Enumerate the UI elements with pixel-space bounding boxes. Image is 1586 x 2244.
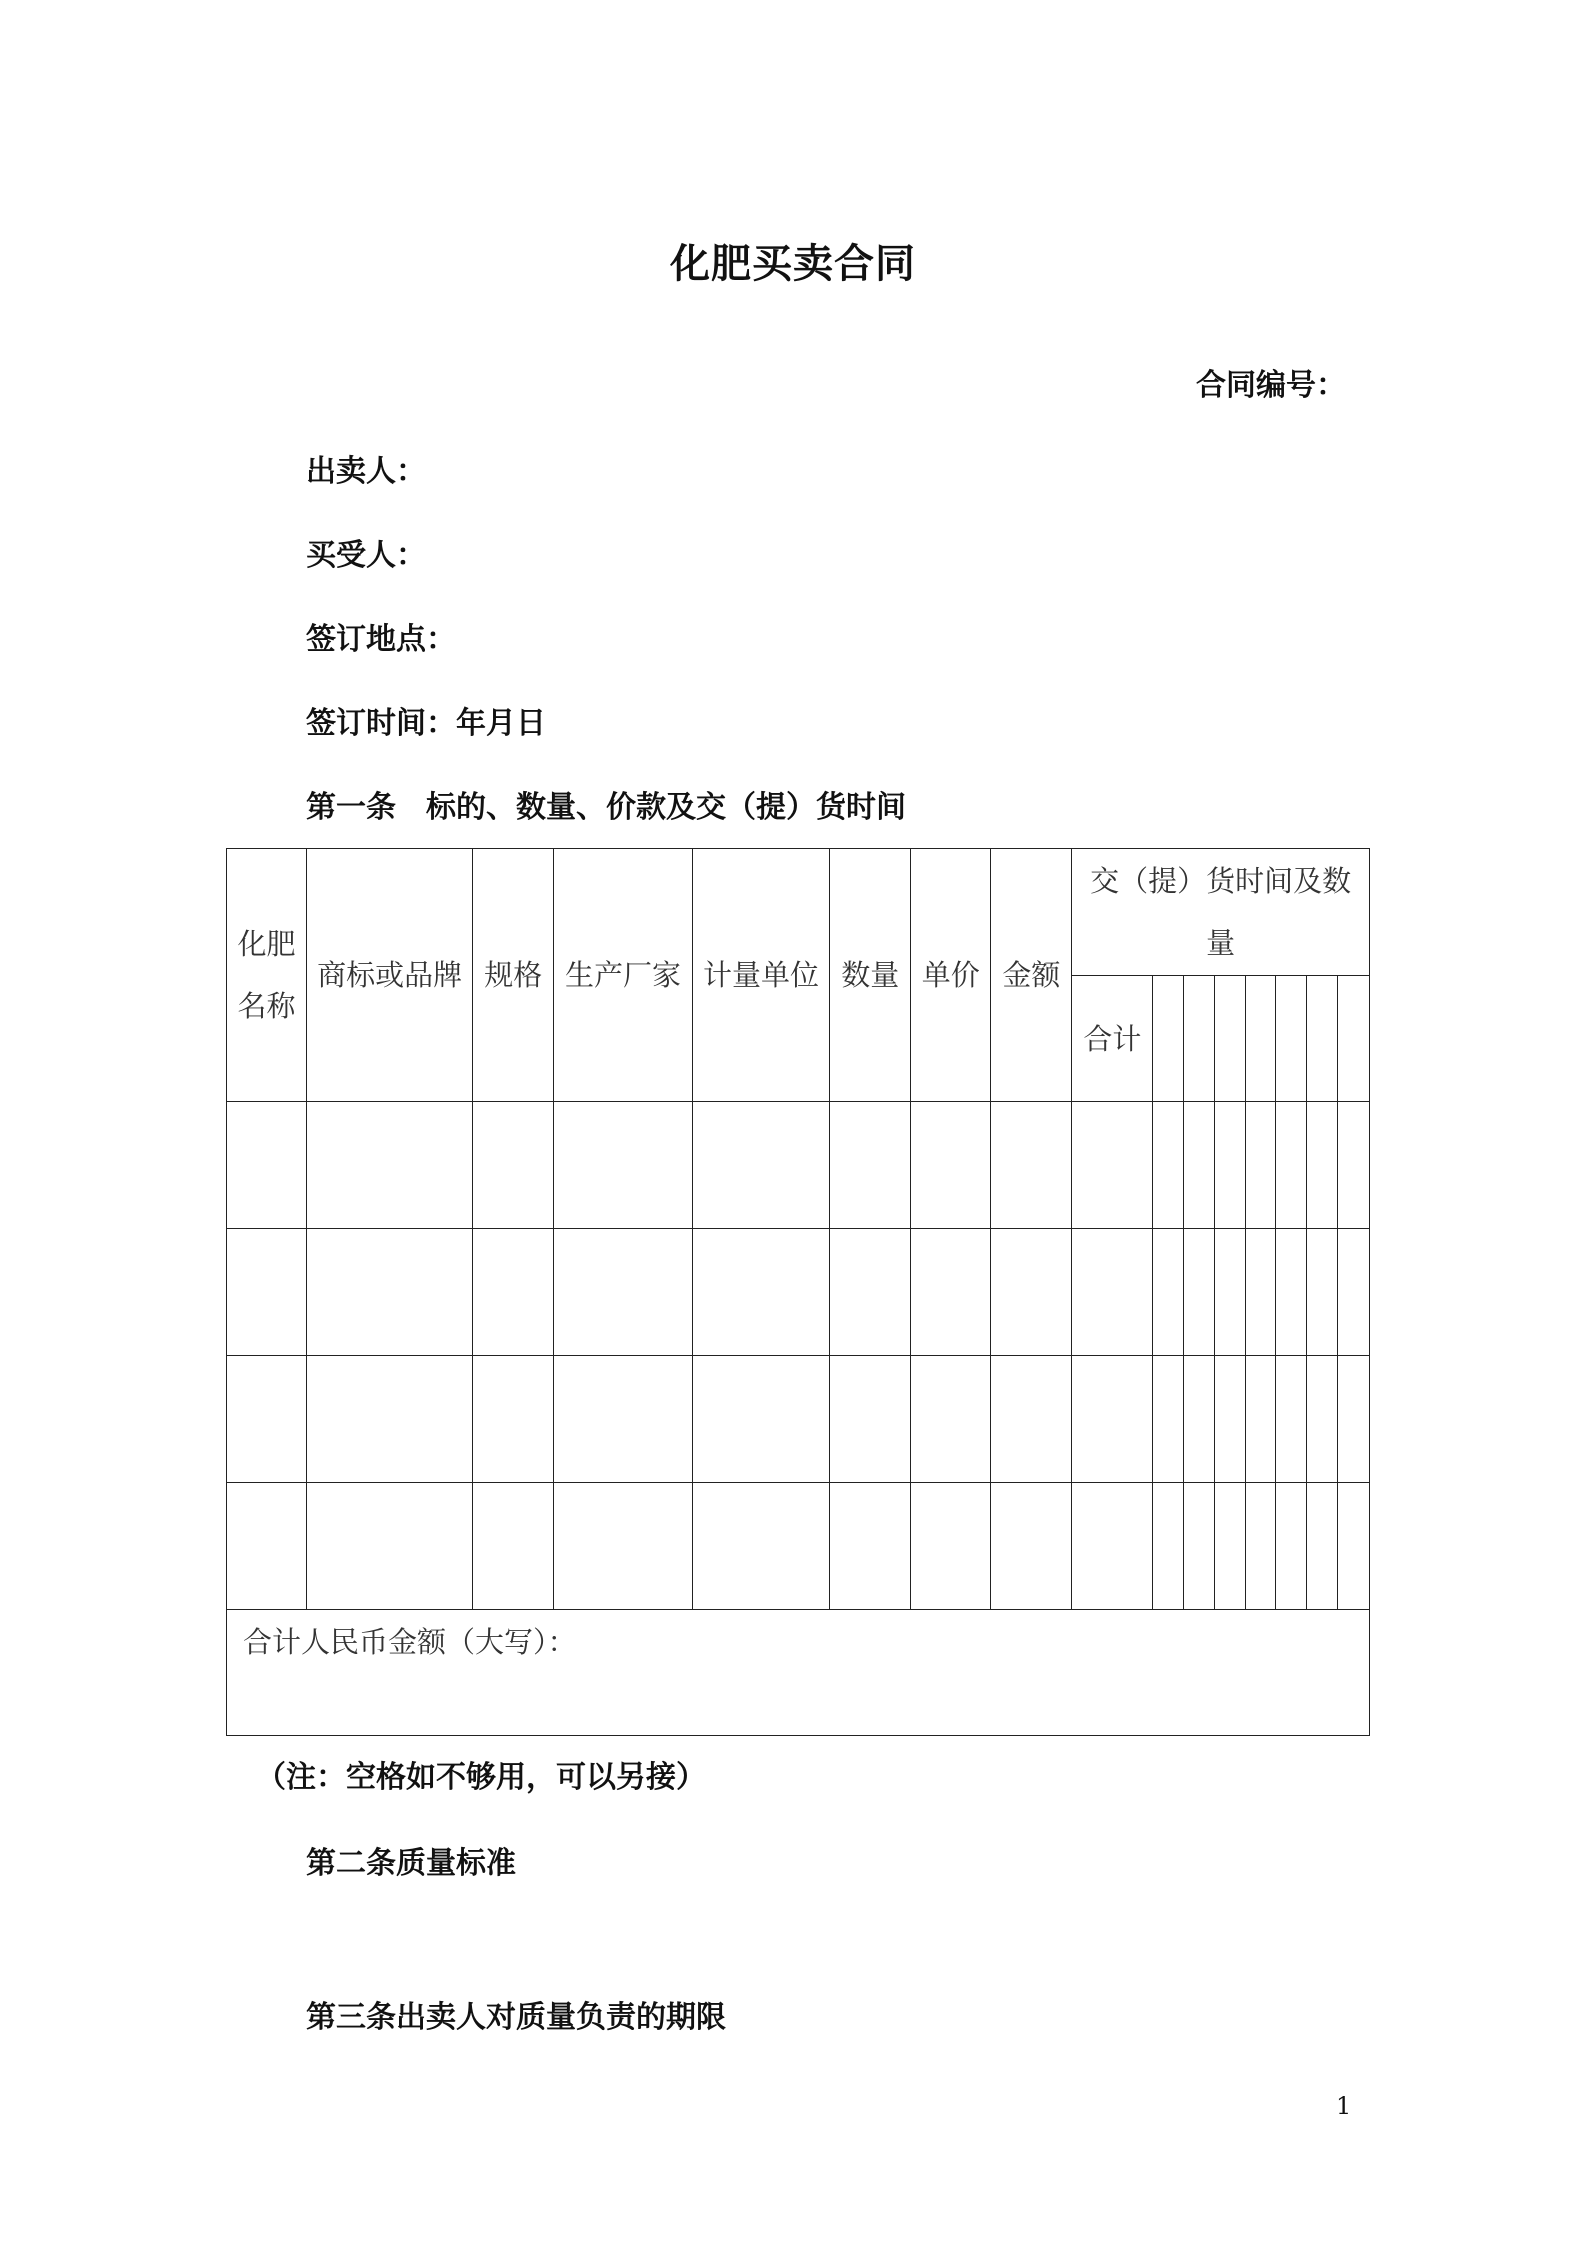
table-cell[interactable] (1245, 1229, 1276, 1356)
table-cell[interactable] (473, 1102, 554, 1229)
table-cell[interactable] (1184, 1483, 1215, 1610)
header-unit: 计量单位 (692, 849, 829, 1102)
header-delivery-time-qty: 交（提）货时间及数量 (1072, 849, 1370, 976)
table-cell[interactable] (1072, 1483, 1153, 1610)
table-cell[interactable] (473, 1356, 554, 1483)
signing-time-field: 签订时间：年月日 (306, 706, 546, 741)
contract-number-label: 合同编号： (1196, 368, 1346, 403)
article-3-heading: 第三条出卖人对质量负责的期限 (306, 2000, 726, 2035)
table-cell[interactable] (911, 1229, 991, 1356)
table-cell[interactable] (1276, 1229, 1307, 1356)
table-cell[interactable] (307, 1102, 473, 1229)
table-cell[interactable] (307, 1483, 473, 1610)
table-cell[interactable] (1184, 1229, 1215, 1356)
table-cell[interactable] (692, 1356, 829, 1483)
table-cell[interactable] (1245, 1483, 1276, 1610)
table-row (227, 1102, 1370, 1229)
total-amount-label: 合计人民币金额（大写）： (243, 1625, 577, 1659)
table-cell[interactable] (473, 1229, 554, 1356)
table-row (227, 1229, 1370, 1356)
table-cell[interactable] (911, 1356, 991, 1483)
total-amount-cell[interactable] (227, 1610, 1370, 1736)
table-cell[interactable] (1153, 1229, 1184, 1356)
table-cell[interactable] (227, 1229, 307, 1356)
table-cell[interactable] (1072, 1356, 1153, 1483)
article-1-heading: 第一条 标的、数量、价款及交（提）货时间 (306, 790, 906, 825)
table-cell[interactable] (554, 1229, 693, 1356)
table-cell[interactable] (1276, 1102, 1307, 1229)
table-cell[interactable] (307, 1229, 473, 1356)
header-unit-price: 单价 (911, 849, 991, 1102)
table-cell[interactable] (692, 1102, 829, 1229)
table-cell[interactable] (1307, 1356, 1338, 1483)
delivery-col-cell (1214, 976, 1245, 1102)
article-2-heading: 第二条质量标准 (306, 1846, 516, 1881)
table-cell[interactable] (1153, 1102, 1184, 1229)
table-cell[interactable] (911, 1102, 991, 1229)
table-cell[interactable] (991, 1229, 1072, 1356)
table-cell[interactable] (1184, 1356, 1215, 1483)
table-cell[interactable] (1184, 1102, 1215, 1229)
table-cell[interactable] (830, 1356, 911, 1483)
table-cell[interactable] (1338, 1356, 1370, 1483)
delivery-col-cell (1338, 976, 1370, 1102)
delivery-col-cell (1307, 976, 1338, 1102)
header-manufacturer: 生产厂家 (554, 849, 693, 1102)
delivery-col-cell (1184, 976, 1215, 1102)
table-cell[interactable] (1072, 1102, 1153, 1229)
table-cell[interactable] (554, 1102, 693, 1229)
delivery-col-cell (1276, 976, 1307, 1102)
table-cell[interactable] (1072, 1229, 1153, 1356)
header-quantity: 数量 (830, 849, 911, 1102)
seller-field: 出卖人： (306, 454, 426, 489)
table-cell[interactable] (1214, 1229, 1245, 1356)
table-cell[interactable] (1276, 1356, 1307, 1483)
table-cell[interactable] (991, 1483, 1072, 1610)
page-number: 1 (1336, 2092, 1352, 2120)
table-cell[interactable] (473, 1483, 554, 1610)
delivery-col-cell (1245, 976, 1276, 1102)
table-cell[interactable] (991, 1102, 1072, 1229)
table-cell[interactable] (1338, 1229, 1370, 1356)
table-cell[interactable] (227, 1102, 307, 1229)
header-subtotal: 合计 (1072, 976, 1153, 1102)
header-brand: 商标或品牌 (307, 849, 473, 1102)
table-cell[interactable] (991, 1356, 1072, 1483)
header-spec: 规格 (473, 849, 554, 1102)
document-title: 化肥买卖合同 (670, 241, 916, 287)
table-cell[interactable] (227, 1356, 307, 1483)
table-cell[interactable] (1276, 1483, 1307, 1610)
table-cell[interactable] (1338, 1483, 1370, 1610)
table-cell[interactable] (554, 1483, 693, 1610)
table-cell[interactable] (1245, 1356, 1276, 1483)
table-cell[interactable] (830, 1102, 911, 1229)
buyer-field: 买受人： (306, 538, 426, 573)
table-cell[interactable] (1307, 1229, 1338, 1356)
signing-place-field: 签订地点： (306, 622, 456, 657)
table-cell[interactable] (1307, 1483, 1338, 1610)
table-cell[interactable] (554, 1356, 693, 1483)
table-cell[interactable] (1214, 1356, 1245, 1483)
header-fertilizer-name: 化肥名称 (227, 849, 307, 1102)
table-cell[interactable] (307, 1356, 473, 1483)
table-cell[interactable] (1307, 1102, 1338, 1229)
table-cell[interactable] (692, 1483, 829, 1610)
table-cell[interactable] (911, 1483, 991, 1610)
table-row (227, 1483, 1370, 1610)
table-row (227, 1356, 1370, 1483)
table-cell[interactable] (1153, 1483, 1184, 1610)
header-amount: 金额 (991, 849, 1072, 1102)
table-cell[interactable] (1214, 1483, 1245, 1610)
table-cell[interactable] (227, 1483, 307, 1610)
table-cell[interactable] (1153, 1356, 1184, 1483)
table-cell[interactable] (1245, 1102, 1276, 1229)
table-note: （注：空格如不够用，可以另接） (256, 1760, 706, 1795)
table-cell[interactable] (1214, 1102, 1245, 1229)
goods-table (226, 848, 1370, 1736)
delivery-col-cell (1153, 976, 1184, 1102)
table-cell[interactable] (830, 1483, 911, 1610)
table-cell[interactable] (1338, 1102, 1370, 1229)
table-cell[interactable] (830, 1229, 911, 1356)
table-cell[interactable] (692, 1229, 829, 1356)
